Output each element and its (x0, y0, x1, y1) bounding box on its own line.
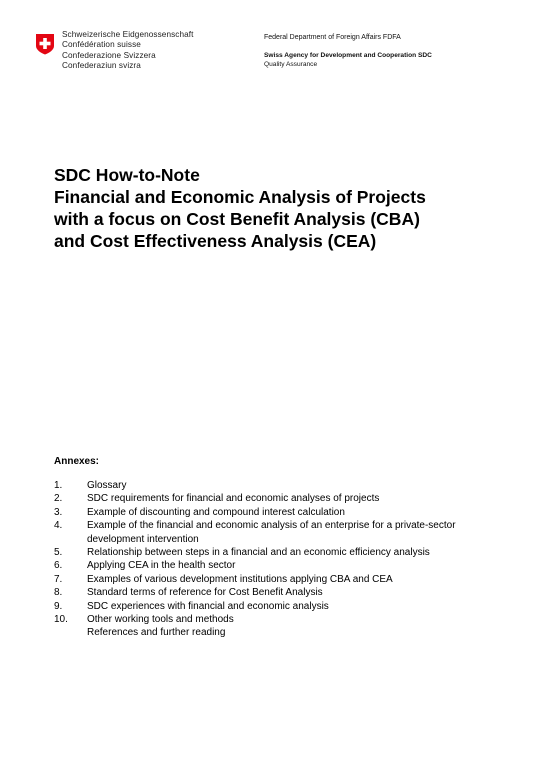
annex-number: 5. (54, 547, 63, 559)
annex-item (54, 613, 514, 626)
confederation-names (62, 30, 194, 71)
annex-number: 4. (54, 520, 63, 532)
annex-item (54, 519, 514, 546)
annex-list (54, 479, 514, 640)
annex-number: 3. (54, 506, 63, 518)
annex-number: 9. (54, 600, 63, 612)
confederation-name-it: Confederazione Svizzera (62, 50, 156, 60)
document-title (54, 164, 514, 252)
annex-text: SDC experiences with financial and economic analysis (87, 600, 329, 612)
annex-item (54, 573, 514, 586)
annex-item (54, 586, 514, 599)
confederation-name-fr: Confédération suisse (62, 40, 141, 50)
annex-item (54, 600, 514, 613)
annex-number: 10. (54, 614, 68, 626)
department-name: Federal Department of Foreign Affairs FDFA (264, 34, 401, 41)
annex-item (54, 479, 514, 492)
swiss-flag-icon (34, 33, 56, 55)
annex-text: Standard terms of reference for Cost Benefit Analysis (87, 587, 323, 599)
confederation-name-rm: Confederaziun svizra (62, 60, 141, 70)
annex-text: Glossary (87, 480, 127, 491)
annex-number: 8. (54, 587, 63, 599)
annex-number: 7. (54, 573, 63, 585)
references-item: References and further reading (87, 627, 226, 639)
annex-item (54, 559, 514, 572)
unit-name: Quality Assurance (264, 61, 318, 68)
annex-number: 6. (54, 560, 63, 572)
annex-text: Applying CEA in the health sector (87, 560, 236, 572)
annex-text: SDC requirements for financial and economic analyses of projects (87, 493, 380, 505)
title-line-1: SDC How-to-Note (54, 165, 200, 185)
annex-item (54, 506, 514, 519)
agency-name: Swiss Agency for Development and Cooperation SDC (264, 52, 432, 59)
annex-text: Examples of various development institutions applying CBA and CEA (87, 573, 393, 585)
title-line-2: Financial and Economic Analysis of Projects (54, 187, 426, 207)
annex-number: 2. (54, 493, 63, 505)
confederation-name-de: Schweizerische Eidgenossenschaft (62, 30, 194, 39)
annex-number: 1. (54, 480, 63, 491)
annex-text: Example of the financial and economic analysis of an enterprise for a private-sector development intervention (87, 520, 456, 545)
title-line-3: with a focus on Cost Benefit Analysis (CBA) (54, 209, 420, 229)
swiss-confederation-logo (34, 30, 194, 71)
annex-item (54, 546, 514, 559)
annex-text: Other working tools and methods (87, 614, 234, 626)
annex-item (54, 492, 514, 505)
annex-text: Example of discounting and compound interest calculation (87, 506, 345, 518)
title-line-4: and Cost Effectiveness Analysis (CEA) (54, 231, 377, 251)
annexes-heading: Annexes: (54, 456, 100, 467)
annex-text: Relationship between steps in a financial and an economic efficiency analysis (87, 547, 430, 559)
